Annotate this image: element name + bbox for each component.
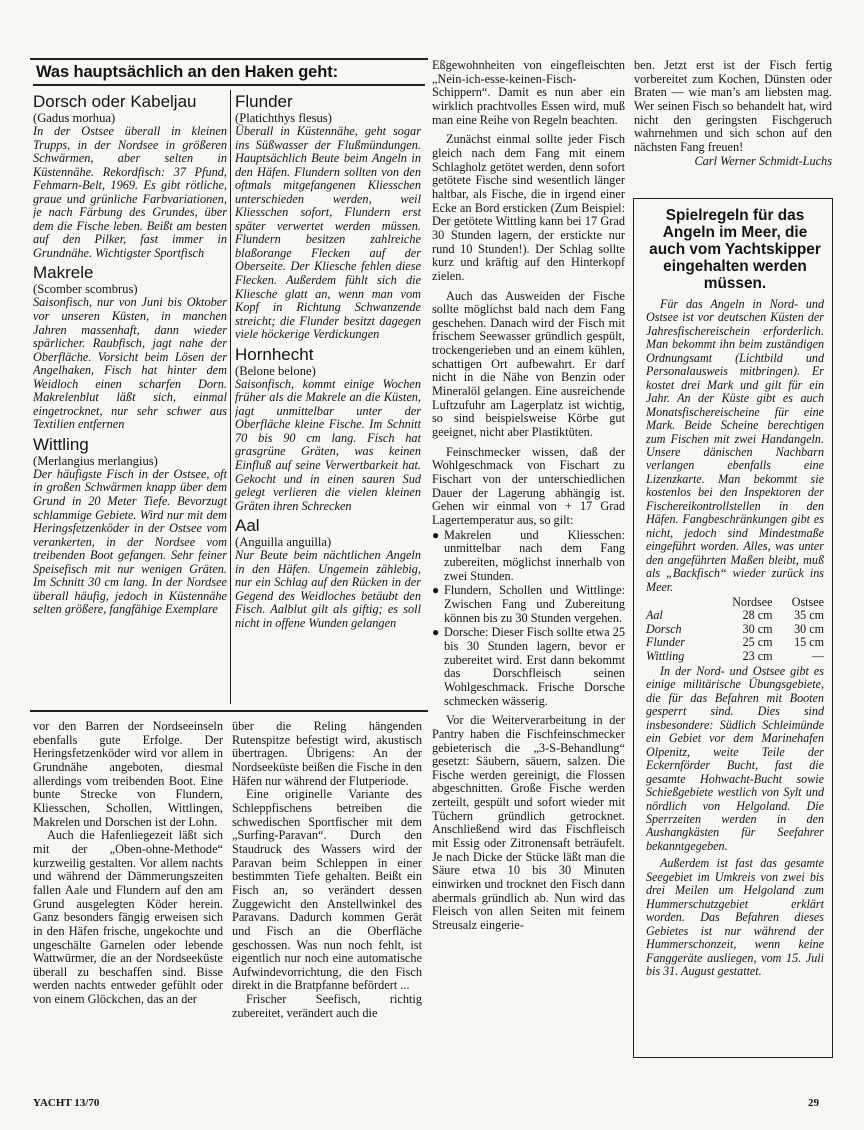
table-row [646,636,824,649]
body-paragraph: Frischer Seefisch, richtig zubereitet, verändert auch die [232,992,422,1020]
table-cell: — [811,648,824,663]
sidebar-paragraph: Außerdem ist fast das gesamte Seegebiet im Umkreis von zwei bis drei Meilen um Helgoland zum Hummerschutzgebiet erklärt worden. Das Befahren dieses Gebietes ist nur während der Hummerschonzeit, wenn keine Fanggeräte ausliegen, vom 15. Juli bis 31. August gestattet. [646,856,824,978]
sidebar-title: Spielregeln für das Angeln im Meer, die auch vom Yachtskipper eingehalten werden müssen. [649,207,821,292]
bullet-item: ● Dorsche: Dieser Fisch sollte etwa 25 bis 30 Stunden lagern, bevor er zubereitet wird. Erst dann bekommt das Dorschfleisch seinen Wohlgeschmack. Frische Dorsche schmecken wässerig. [432,625,625,708]
table-cell: 28 cm [742,608,773,623]
body-paragraph: Eßgewohnheiten von eingefleischten „Nein-ich-esse-keinen-Fisch-Schippern“. Damit es nun aber ein wirklich prachtvolles Essen wird, muß man eine Reihe von Regeln beachten. [432,59,625,127]
sidebar-paragraph: Für das Angeln in Nord- und Ostsee ist vor deutschen Küsten der Jahresfischereischein erforderlich. Man bekommt ihn beim zuständigen Ordnungsamt (Lichtbild und Personalausweis mitbringen). Er kostet drei Mark und gilt für ein Jahr. An der Küste gibt es auch Monatsfischereischeine für eine Mark. Beide Scheine berechtigen zum Fischen mit zwei Handangeln. Unsere dänischen Nachbarn verlangen ebenfalls eine Lizenzkarte. Man bekommt sie kostenlos bei den Inspektoren der Fischereikontrollstellen in den Häfen. Fangbeschränkungen gibt es nicht, jedoch sind Mindestmaße eingeführt worden. Alles, was unter den angeführten Maßen bleibt, muß als „Backfisch“ wieder zurück ins Meer. [646,297,824,594]
fish-box-col1 [33,90,227,702]
fish-latin-name: (Scomber scombrus) [33,282,138,297]
fish-box-col2 [235,90,421,702]
body-paragraph: Feinschmecker wissen, daß der Wohlgeschmack von Fischart zu Fischart von der unterschiedlichen Dauer der Lagerung abhängig ist. Gehen wir einmal von + 17 Grad Lagertemperatur aus, so gilt: [432,444,625,527]
fish-entry-dorsch [33,92,227,260]
fish-description: Überall in Küstennähe, geht sogar ins Süßwasser der Flußmündungen. Hauptsächlich Beute beim Angeln in den Häfen. Flundern sollten von den oftmals mitgefangenen Kliesschen unterschieden werden, weil Kliesschen sofort, Flundern erst später verwertet werden müssen. Flundern besitzen zahlreiche blaßorange Flecken auf der Oberseite. Der Kliesche fehlen diese Flecken. Außerdem fühlt sich die Kliesche glatt an, wenn man vom Kopf in Richtung Schwanzende streicht; die Flunder besitzt dagegen viele höckerige Verdickungen [235,124,421,342]
body-paragraph: über die Reling hängenden Rutenspitze befestigt wird, akustisch übertragen. Übrigens: An der Nordseeküste beißen die Fische in den Häfen nur während der Flutperiode. [232,720,422,788]
table-cell: Dorsch [646,621,682,636]
bullet-dot-icon: ● [432,583,440,598]
fish-name: Aal [235,516,260,536]
fish-description: Der häufigste Fisch in der Ostsee, oft in großen Schwärmen knapp über dem Grund in 20 Meter Tiefe. Bevorzugt schlammige Gebiete. Wird nur mit dem Heringsfetzenköder in der Ostsee vom verankerten, in der Nordsee vom treibenden Boot gefangen. Sehr feiner Speisefisch mit nur wenigen Gräten. Im Schnitt 30 cm lang. In der Nordsee überall häufig, jedoch in Küstennähe selten größere, fangfähige Exemplare [33,466,227,617]
fish-description: In der Ostsee überall in kleinen Trupps, in der Nordsee in größeren Schwärmen, aber selten in Küstennähe. Rekordfisch: 37 Pfund, Fehmarn-Belt, 1969. Es gibt rötliche, graue und grünliche Farbvariationen, je nach Färbung des Grundes, über dem die Fische leben. Beißt am besten auf den Pilker, fast immer in Grundnähe. Wichtigster Sportfisch [33,124,227,260]
fish-entry-wittling [33,435,227,617]
table-row [646,623,824,636]
fish-name: Flunder [235,92,293,111]
body-paragraph: Vor die Weiterverarbeitung in der Pantry haben die Fischfeinschmecker gebieterisch die „3-S-Behandlung“ gesetzt: Säubern, säuern, salzen. Die Fische werden gereinigt, die Flossen abgeschnitten. Große Fische werden zerteilt, gespült und sofort wieder mit Tüchern gründlich getrocknet. Anschließend wird das Fischfleisch mit Essig oder Zitronensaft beträufelt. Je nach Dicke der Stücke läßt man die Säure etwa 10 bis 30 Minuten einwirken und trocknet den Fisch dann abermals gründlich ab. Nun wird das Fleisch von allen Seiten mit feinem Streusalz eingerie- [432,713,625,933]
bullet-dot-icon: ● [432,527,440,542]
kicker-top-rule [30,58,428,60]
fish-entry-flunder [235,92,421,342]
fish-latin-name: (Platichthys flesus) [235,111,332,125]
section-kicker: Was hauptsächlich an den Haken geht: [33,60,425,86]
body-paragraph: Auch das Ausweiden der Fische sollte möglichst bald nach dem Fang geschehen. Danach wird der Fisch mit frischem Seewasser gründlich gespült, trockengerieben und an einem kühlen, schattigen Ort aufbewahrt. Er darf nicht in die Nähe von Benzin oder Mineralöl gelangen. Eine ausreichende Luftzufuhr am Lagerplatz ist wichtig, so sind beispielsweise Körbe gut geeignet, nicht aber Plastiktüten. [432,288,625,440]
fish-latin-name: (Anguilla anguilla) [235,535,332,550]
table-header: Ostsee [791,594,824,609]
table-cell: Flunder [646,635,685,650]
fish-description: Saisonfisch, kommt einige Wochen früher als die Makrele an die Küsten, jagt unmittelbar unter der Oberfläche kleine Fische. Im Schnitt 70 bis 90 cm lang. Fisch hat grasgrüne Gräten, was keinen Einfluß auf seine Verwertbarkeit hat. Gekocht und in einen sauren Sud gelegt verlieren die vielen kleinen Gräten ihren Schrecken [235,376,421,513]
body-col3 [432,59,625,1061]
table-cell: 25 cm [742,635,773,650]
fish-latin-name: (Belone belone) [235,363,316,378]
fish-name: Wittling [33,434,89,454]
fish-description: Saisonfisch, nur von Juni bis Oktober vor unseren Küsten, in manchen Jahren massenhaft, dann wieder spärlicher. Raubfisch, jagt nahe der Oberfläche. Vorsicht beim Lösen der Angelhaken, Fisch hat hinter dem Weidloch einen scharfen Dorn. Makrelenblut läßt sich, einmal eingetrocknet, nur sehr schwer aus Textilien entfernen [33,295,227,432]
bullet-item: ● Flundern, Schollen und Wittlinge: Zwischen Fang und Zubereitung können bis zu 30 Stunden vergehen. [432,583,625,625]
body-paragraph: Eine originelle Variante des Schleppfischens betreiben die schwedischen Sportfischer mit dem „Surfing-Paravan“. Durch den Staudruck des Wassers wird der Paravan beim Schleppen in einer bestimmten Tiefe gehalten. Beißt ein Fisch an, so verändert dessen Zuggewicht den Anstellwinkel des Paravans. Dadurch kommen Gerät und Fisch an die Oberfläche geschossen. Was nun noch fehlt, ist eigentlich nur noch eine automatische Aufwindevorrichtung, die den Fisch direkt in die Bratpfanne befördert ... [232,787,422,993]
fish-name: Makrele [33,263,94,283]
table-row [646,650,824,663]
table-cell: Aal [646,608,663,623]
fish-entry-makrele [33,263,227,431]
fish-name: Dorsch oder Kabeljau [33,92,197,111]
minimum-size-table [646,596,824,663]
page-number: 29 [808,1097,819,1109]
body-col2-bottom [232,720,422,1060]
body-paragraph: vor den Barren der Nordseeinseln ebenfalls gute Erfolge. Der Heringsfetzenköder wird vor allem in Grundnähe angeboten, diesmal allerdings vom treibenden Boot. Eine bunte Strecke von Flundern, Kliesschen, Schollen, Wittlingen, Makrelen und Dorschen ist der Lohn. [33,720,223,829]
fish-description: Nur Beute beim nächtlichen Angeln in den Häfen. Ungemein zählebig, nur ein Schlag auf den Rücken in der Gegend des Weidloches betäubt den Fisch. Aalblut gilt als giftig; es soll nicht in offene Wunden gelangen [235,548,421,630]
rules-sidebar [633,198,833,1058]
fish-entry-hornhecht [235,345,421,513]
footer-issue: YACHT 13/70 [33,1097,100,1109]
table-row [646,609,824,622]
fish-entry-aal [235,516,421,630]
sidebar-paragraph: In der Nord- und Ostsee gibt es einige militärische Übungsgebiete, die für das Befahren mit Booten gesperrt sind. Dies sind insbesondere: Südlich Schleimünde ein Gebiet vor dem Marinehafen Olpenitz, weite Teile der Eckernförder Bucht, fast die gesamte Hohwacht-Bucht sowie Schießgebiete westlich von Sylt und nördlich von Helgoland. Die Sperrzeiten werden in den Aushangkästen für Seefahrer bekanntgegeben. [646,664,824,853]
fish-latin-name: (Gadus morhua) [33,111,116,125]
author-signature: Carl Werner Schmidt-Luchs [694,153,832,168]
fish-box-bottom-rule [30,710,428,712]
body-col4-top [634,59,832,189]
fish-latin-name: (Merlangius merlangius) [33,453,158,468]
table-cell: 30 cm [742,621,773,636]
body-paragraph: ben. Jetzt erst ist der Fisch fertig vorbereitet zum Kochen, Dünsten oder Braten — wie man’s am liebsten mag. Wer seinen Fisch so behandelt hat, wird nicht den geringsten Fischgeruch wahrnehmen und sich schon auf den nächsten Fang freuen! [634,59,832,154]
table-header-row [646,596,824,609]
table-cell: 15 cm [794,635,824,650]
body-paragraph: Auch die Hafenliegezeit läßt sich mit der „Oben-ohne-Methode“ kurzweilig gestalten. Vor allem nachts und während der Dämmerungszeiten fallen Aale und Flundern auf den am Grund ausgelegten Köder herein. Ganz besonders fängig erweisen sich in den Häfen frische, ungekochte und ungeschälte Garnelen oder lebende Wattwürmer, die an der Nordseeküste überall zu beschaffen sind. Bisse werden nachts entweder gefühlt oder von einem Glöckchen, das an der [33,828,223,1007]
body-paragraph: Zunächst einmal sollte jeder Fisch gleich nach dem Fang mit einem Schlagholz getötet werden, denn sofort getötete Fische sind wesentlich länger haltbar, als Fische, die in irgend einer Ecke an Bord ersticken (Zum Beispiel: Der getötete Wittling kann bei 17 Grad 30 Stunden lagern, der erstickte nur rund 10 Stunden!). Der Schlag sollte kurz und kräftig auf den Hinterkopf zielen. [432,132,625,283]
table-cell: Wittling [646,648,685,663]
fish-box-column-rule [230,90,231,704]
body-col1-bottom [33,720,223,1060]
bullet-dot-icon: ● [432,625,440,640]
table-cell: 23 cm [742,648,773,663]
table-cell: 30 cm [794,621,824,636]
bullet-item: ● Makrelen und Kliesschen: unmittelbar nach dem Fang zubereiten, möglichst innerhalb von zwei Stunden. [432,527,625,583]
table-header: Nordsee [732,594,773,609]
fish-name: Hornhecht [235,344,314,364]
table-cell: 35 cm [794,608,824,623]
table-header [646,596,708,609]
